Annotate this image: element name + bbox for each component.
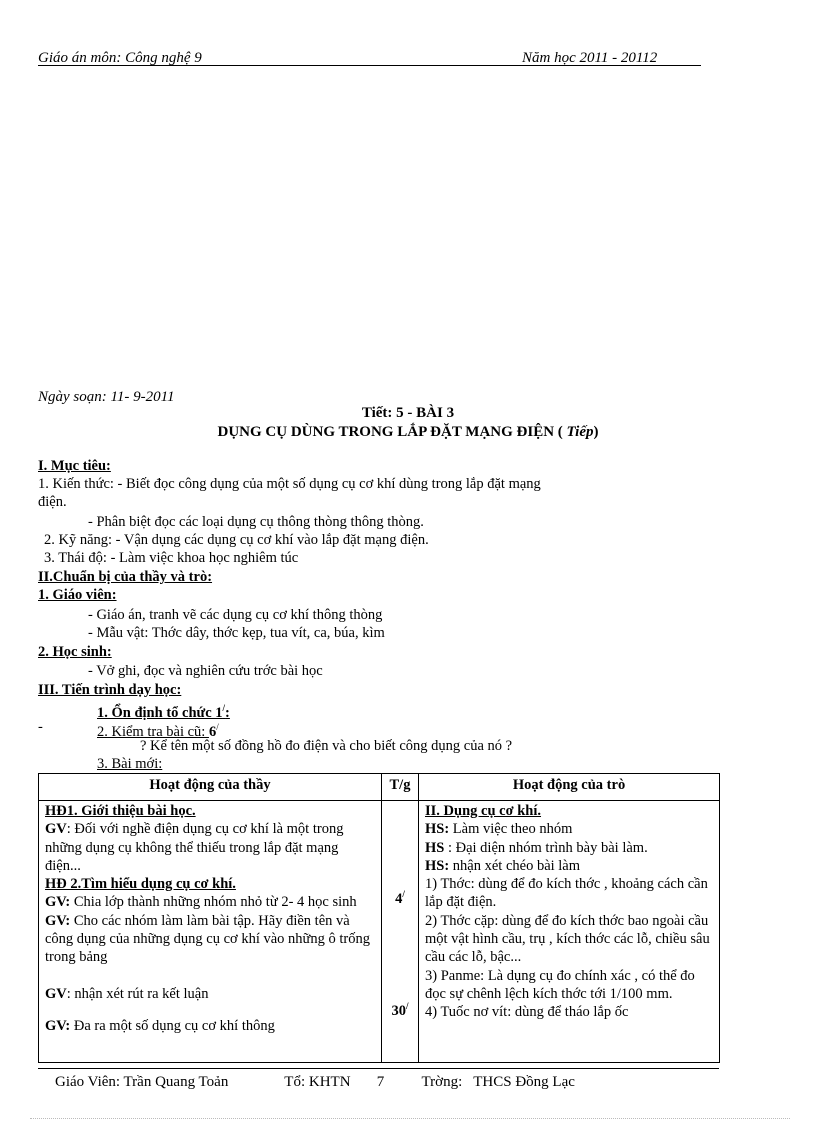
student-activity-cell bbox=[419, 801, 720, 1063]
tool-item: 2) Thớc cặp: dùng để đo kích thớc bao ngoài cầu một vật hình cầu, trụ , kích thớc các lỗ, chiều sâu cầu các lỗ, bậc... bbox=[425, 912, 710, 966]
student-note: HS : Đại diện nhóm trình bày bài làm. bbox=[425, 839, 648, 856]
teacher-note: GV: Chia lớp thành những nhóm nhỏ từ 2- 4 học sinh bbox=[45, 894, 357, 911]
activity-2-title: HĐ 2.Tìm hiểu dụng cụ cơ khí. bbox=[45, 876, 236, 893]
teacher-note: GV: nhận xét rút ra kết luận bbox=[45, 985, 209, 1002]
process-heading: III. Tiến trình dạy học: bbox=[38, 682, 182, 698]
teacher-note: GV: Đa ra một số dụng cụ cơ khí thông bbox=[45, 1017, 275, 1034]
student-activity-header: Hoạt động của trò bbox=[419, 774, 720, 801]
tools-section-title: II. Dụng cụ cơ khí. bbox=[425, 803, 542, 819]
time-header: T/g bbox=[382, 774, 419, 801]
review-question: ? Kể tên một số đồng hồ đo điện và cho biết công dụng của nó ? bbox=[140, 738, 513, 754]
preparation-heading: II.Chuẩn bị của thầy và trò: bbox=[38, 569, 213, 585]
header-school-year: Năm học 2011 - 20112 bbox=[522, 50, 658, 66]
header-rule bbox=[38, 65, 701, 66]
tool-item: 4) Tuốc nơ vít: dùng để tháo lắp ốc bbox=[425, 1004, 629, 1021]
student-note: HS: nhận xét chéo bài làm bbox=[425, 857, 581, 874]
objective-knowledge: 1. Kiến thức: - Biết đọc công dụng của một số dụng cụ cơ khí dùng trong lắp đặt mạng bbox=[38, 476, 541, 492]
footer-teacher-info: Giáo Viên: Trần Quang Toản Tổ: KHTN 7 Trờng: THCS Đồng Lạc bbox=[55, 1074, 575, 1090]
objective-knowledge-2: - Phân biệt đọc các loại dụng cụ thông thòng thông thòng. bbox=[88, 514, 424, 530]
student-prep-heading: 2. Học sinh: bbox=[38, 644, 112, 660]
teacher-note: GV: Đối với nghề điện dụng cụ cơ khí là một trong những dụng cụ không thể thiếu trong lắp đặt mạng điện... bbox=[45, 821, 344, 874]
student-prep-item: - Vở ghi, đọc và nghiên cứu trớc bài học bbox=[88, 663, 323, 679]
teacher-prep-item: - Mẫu vật: Thớc dây, thớc kẹp, tua vít, ca, búa, kìm bbox=[88, 625, 385, 641]
step-class-organization: 1. Ổn định tổ chức 1/: bbox=[97, 703, 230, 721]
preparation-date: Ngày soạn: 11- 9-2011 bbox=[38, 389, 175, 405]
time-value: 4/ bbox=[395, 889, 405, 907]
tool-item: 3) Panme: Là dụng cụ đo chính xác , có thể đo đọc sự chênh lệch kích thớc tới 1/100 mm. bbox=[425, 967, 695, 1002]
time-cell bbox=[382, 801, 419, 1063]
objective-knowledge-cont: điện. bbox=[38, 494, 67, 510]
teacher-prep-heading: 1. Giáo viên: bbox=[38, 587, 117, 603]
tool-item: 1) Thớc: dùng để đo kích thớc , khoảng cách cần lắp đặt điện. bbox=[425, 876, 708, 911]
activity-1-title: HĐ1. Giới thiệu bài học. bbox=[45, 803, 196, 819]
step-check-old-lesson: 2. Kiểm tra bài cũ: 6/ bbox=[97, 722, 219, 740]
dash-marker: - bbox=[38, 719, 43, 735]
teacher-note: GV: Cho các nhóm làm làm bài tập. Hãy điền tên và công dụng của những dụng cụ cơ khí vào những ô trống trong bảng bbox=[45, 912, 371, 966]
objectives-heading: I. Mục tiêu: bbox=[38, 458, 111, 474]
activities-table bbox=[38, 773, 720, 1063]
footer-rule bbox=[38, 1068, 719, 1069]
objective-attitude: 3. Thái độ: - Làm việc khoa học nghiêm túc bbox=[44, 550, 299, 566]
step-new-lesson: 3. Bài mới: bbox=[97, 756, 163, 772]
teacher-prep-item: - Giáo án, tranh vẽ các dụng cụ cơ khí thông thòng bbox=[88, 607, 383, 623]
time-value: 30/ bbox=[391, 1001, 409, 1019]
objective-skills: 2. Kỹ năng: - Vận dụng các dụng cụ cơ khí vào lắp đặt mạng điện. bbox=[44, 532, 429, 548]
student-note: HS: Làm việc theo nhóm bbox=[425, 821, 573, 838]
lesson-title: DỤNG CỤ DÙNG TRONG LẮP ĐẶT MẠNG ĐIỆN ( Tiếp) bbox=[217, 424, 599, 440]
teacher-activity-cell bbox=[39, 801, 382, 1063]
page-edge bbox=[30, 1118, 790, 1119]
lesson-number: Tiết: 5 - BÀI 3 bbox=[361, 405, 455, 421]
teacher-activity-header: Hoạt động của thầy bbox=[39, 774, 382, 801]
header-subject: Giáo án môn: Công nghệ 9 bbox=[38, 50, 202, 66]
